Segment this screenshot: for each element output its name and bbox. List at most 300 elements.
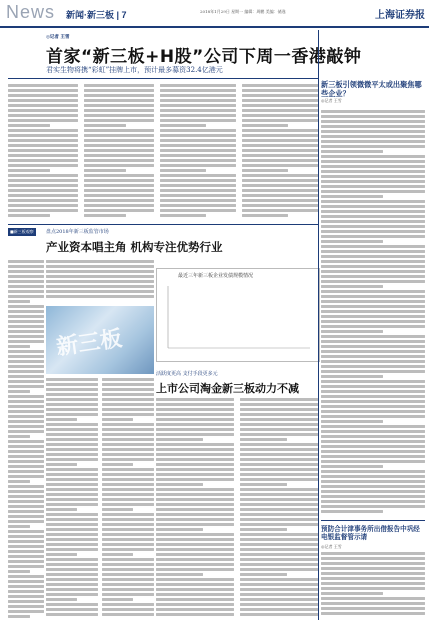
- text-line: [8, 310, 44, 313]
- text-line: [46, 463, 77, 466]
- text-line: [160, 94, 236, 97]
- text-line: [8, 84, 78, 87]
- text-line: [84, 119, 154, 122]
- text-line: [46, 378, 98, 381]
- text-line: [240, 603, 318, 606]
- text-line: [160, 189, 236, 192]
- text-line: [84, 114, 154, 117]
- text-line: [240, 483, 287, 486]
- sidebar-headline-1: 新三板引领微微平太或出聚焦哪些企业？: [321, 80, 422, 98]
- lead-kicker: ◎记者 王雪: [46, 35, 70, 40]
- text-line: [46, 578, 98, 581]
- text-line: [321, 145, 425, 148]
- text-line: [8, 545, 44, 548]
- text-line: [240, 438, 287, 441]
- lead-body-col-1: [8, 84, 78, 220]
- sidebar-kicker-2: ◎记者 王雪: [321, 544, 342, 549]
- sidebar: [321, 80, 425, 104]
- text-line: [321, 215, 425, 218]
- text-line: [84, 84, 154, 87]
- text-line: [242, 174, 318, 177]
- text-line: [321, 485, 425, 488]
- text-line: [46, 593, 98, 596]
- text-line: [8, 104, 78, 107]
- text-line: [84, 194, 154, 197]
- text-line: [102, 453, 154, 456]
- text-line: [8, 455, 44, 458]
- text-line: [46, 483, 98, 486]
- text-line: [156, 418, 234, 421]
- story2-body-col-1: [8, 260, 44, 620]
- text-line: [8, 525, 30, 528]
- text-line: [84, 104, 154, 107]
- text-line: [240, 568, 318, 571]
- text-line: [8, 285, 44, 288]
- text-line: [84, 139, 154, 142]
- text-line: [84, 159, 154, 162]
- text-line: [8, 550, 44, 553]
- text-line: [102, 443, 154, 446]
- lead-body-col-2: [84, 84, 154, 220]
- text-line: [102, 488, 154, 491]
- text-line: [84, 204, 154, 207]
- text-line: [8, 565, 44, 568]
- text-line: [321, 470, 425, 473]
- text-line: [8, 365, 44, 368]
- text-line: [8, 570, 30, 573]
- text-line: [8, 360, 44, 363]
- sidebar-kicker-1: ◎记者 王雪: [321, 98, 342, 103]
- text-line: [321, 475, 425, 478]
- story3-body-col-1: [156, 398, 234, 620]
- text-line: [240, 548, 318, 551]
- story3-body-col-2: [240, 398, 318, 620]
- text-line: [242, 159, 318, 162]
- text-line: [240, 513, 318, 516]
- text-line: [240, 398, 318, 401]
- text-line: [160, 129, 236, 132]
- text-line: [102, 608, 154, 611]
- story2-kicker: 盘点2018年新三板监管市场: [46, 229, 109, 235]
- text-line: [102, 468, 154, 471]
- text-line: [8, 615, 30, 618]
- text-line: [102, 403, 154, 406]
- text-line: [102, 483, 154, 486]
- text-line: [240, 613, 318, 616]
- text-line: [156, 433, 234, 436]
- text-line: [321, 455, 425, 458]
- text-line: [156, 473, 234, 476]
- rule: [321, 520, 425, 521]
- text-line: [8, 475, 44, 478]
- text-line: [156, 493, 234, 496]
- text-line: [321, 365, 425, 368]
- text-line: [156, 533, 234, 536]
- text-line: [46, 458, 98, 461]
- text-line: [240, 428, 318, 431]
- text-line: [156, 408, 234, 411]
- text-line: [8, 610, 44, 613]
- text-line: [156, 573, 203, 576]
- text-line: [156, 423, 234, 426]
- text-line: [321, 295, 425, 298]
- text-line: [321, 265, 425, 268]
- text-line: [8, 450, 44, 453]
- text-line: [321, 390, 425, 393]
- text-line: [321, 155, 425, 158]
- text-line: [84, 209, 154, 212]
- text-line: [84, 94, 154, 97]
- text-line: [321, 375, 383, 378]
- text-line: [321, 572, 425, 575]
- text-line: [156, 548, 234, 551]
- text-line: [156, 563, 234, 566]
- text-line: [321, 245, 425, 248]
- text-line: [240, 518, 318, 521]
- text-line: [240, 433, 318, 436]
- sidebar-headline-2: 预防合计津事务所出借报告中巩经电银监督管示请: [321, 525, 420, 541]
- text-line: [242, 114, 318, 117]
- text-line: [46, 468, 98, 471]
- text-line: [242, 124, 288, 127]
- text-line: [240, 423, 318, 426]
- story2-body-col-3: [46, 378, 98, 620]
- text-line: [84, 89, 154, 92]
- text-line: [46, 478, 98, 481]
- text-line: [156, 538, 234, 541]
- text-line: [8, 214, 50, 217]
- text-line: [156, 608, 234, 611]
- text-line: [321, 345, 425, 348]
- text-line: [160, 114, 236, 117]
- text-line: [321, 130, 425, 133]
- text-line: [46, 548, 98, 551]
- text-line: [160, 124, 206, 127]
- text-line: [160, 154, 236, 157]
- text-line: [156, 518, 234, 521]
- text-line: [242, 179, 318, 182]
- text-line: [8, 169, 50, 172]
- photo-caption: 新三板: [54, 326, 124, 361]
- text-line: [156, 453, 234, 456]
- text-line: [321, 315, 425, 318]
- text-line: [8, 480, 30, 483]
- text-line: [240, 478, 318, 481]
- text-line: [46, 508, 77, 511]
- text-line: [240, 458, 318, 461]
- text-line: [102, 463, 133, 466]
- text-line: [8, 530, 44, 533]
- text-line: [156, 483, 203, 486]
- text-line: [46, 418, 77, 421]
- text-line: [321, 170, 425, 173]
- text-line: [242, 209, 318, 212]
- text-line: [321, 602, 425, 605]
- text-line: [8, 124, 50, 127]
- text-line: [102, 423, 154, 426]
- text-line: [46, 275, 154, 278]
- text-line: [240, 408, 318, 411]
- lead-body-col-3: [160, 84, 236, 220]
- text-line: [8, 465, 44, 468]
- text-line: [46, 553, 77, 556]
- text-line: [240, 528, 287, 531]
- text-line: [242, 204, 318, 207]
- text-line: [240, 538, 318, 541]
- text-line: [8, 290, 44, 293]
- text-line: [8, 305, 44, 308]
- text-line: [321, 270, 425, 273]
- text-line: [242, 144, 318, 147]
- text-line: [240, 593, 318, 596]
- text-line: [321, 320, 425, 323]
- text-line: [321, 275, 425, 278]
- text-line: [242, 119, 318, 122]
- story2-body-col-2: [46, 260, 154, 304]
- text-line: [8, 405, 44, 408]
- text-line: [160, 179, 236, 182]
- text-line: [160, 204, 236, 207]
- story3-kicker: 活跃度更高 支付手段更多元: [156, 371, 218, 377]
- text-line: [240, 588, 318, 591]
- text-line: [8, 410, 44, 413]
- text-line: [321, 562, 425, 565]
- text-line: [46, 388, 98, 391]
- sidebar-body-2: [321, 552, 425, 620]
- text-line: [240, 493, 318, 496]
- rule: [8, 224, 318, 225]
- text-line: [240, 578, 318, 581]
- text-line: [8, 355, 44, 358]
- text-line: [102, 503, 154, 506]
- text-line: [156, 403, 234, 406]
- text-line: [46, 260, 154, 263]
- text-line: [321, 210, 425, 213]
- text-line: [46, 518, 98, 521]
- story2-tag: ■新三板观察: [10, 229, 34, 234]
- text-line: [242, 189, 318, 192]
- text-line: [8, 330, 44, 333]
- text-line: [156, 568, 234, 571]
- text-line: [321, 200, 425, 203]
- text-line: [46, 408, 98, 411]
- text-line: [8, 295, 44, 298]
- text-line: [160, 184, 236, 187]
- text-line: [8, 209, 78, 212]
- text-line: [321, 195, 383, 198]
- text-line: [8, 174, 78, 177]
- text-line: [8, 585, 44, 588]
- text-line: [46, 383, 98, 386]
- text-line: [321, 280, 425, 283]
- text-line: [321, 435, 425, 438]
- text-line: [102, 433, 154, 436]
- text-line: [321, 450, 425, 453]
- text-line: [46, 583, 98, 586]
- text-line: [156, 443, 234, 446]
- text-line: [46, 558, 98, 561]
- text-line: [46, 295, 154, 298]
- text-line: [8, 350, 44, 353]
- text-line: [46, 423, 98, 426]
- text-line: [84, 179, 154, 182]
- text-line: [321, 190, 425, 193]
- text-line: [102, 378, 154, 381]
- text-line: [8, 595, 44, 598]
- text-line: [321, 250, 425, 253]
- text-line: [8, 460, 44, 463]
- text-line: [321, 355, 425, 358]
- text-line: [102, 508, 133, 511]
- text-line: [8, 129, 78, 132]
- text-line: [46, 533, 98, 536]
- text-line: [156, 498, 234, 501]
- text-line: [156, 528, 203, 531]
- text-line: [240, 508, 318, 511]
- text-line: [102, 528, 154, 531]
- text-line: [160, 89, 236, 92]
- text-line: [102, 563, 154, 566]
- text-line: [321, 350, 425, 353]
- text-line: [8, 600, 44, 603]
- text-line: [84, 144, 154, 147]
- text-line: [160, 139, 236, 142]
- text-line: [242, 149, 318, 152]
- text-line: [321, 230, 425, 233]
- text-line: [321, 110, 425, 113]
- text-line: [160, 209, 236, 212]
- text-line: [240, 563, 318, 566]
- text-line: [102, 553, 133, 556]
- text-line: [102, 548, 154, 551]
- section-logo: News: [6, 2, 56, 22]
- chart-title: 最近三年新三板企业发债规模情况: [178, 273, 254, 279]
- text-line: [240, 443, 318, 446]
- text-line: [102, 473, 154, 476]
- text-line: [102, 603, 154, 606]
- text-line: [102, 448, 154, 451]
- text-line: [84, 189, 154, 192]
- text-line: [8, 164, 78, 167]
- text-line: [46, 513, 98, 516]
- text-line: [46, 473, 98, 476]
- text-line: [156, 558, 234, 561]
- text-line: [8, 179, 78, 182]
- text-line: [321, 582, 425, 585]
- text-line: [321, 510, 383, 513]
- text-line: [156, 458, 234, 461]
- text-line: [102, 418, 133, 421]
- text-line: [84, 184, 154, 187]
- text-line: [242, 94, 318, 97]
- text-line: [160, 164, 236, 167]
- text-line: [46, 433, 98, 436]
- text-line: [321, 445, 425, 448]
- text-line: [8, 159, 78, 162]
- text-line: [160, 149, 236, 152]
- text-line: [156, 478, 234, 481]
- rule: [8, 78, 318, 79]
- text-line: [46, 443, 98, 446]
- text-line: [102, 578, 154, 581]
- text-line: [321, 340, 425, 343]
- text-line: [8, 375, 44, 378]
- text-line: [8, 275, 44, 278]
- text-line: [8, 300, 30, 303]
- text-line: [8, 340, 44, 343]
- text-line: [321, 255, 425, 258]
- text-line: [156, 553, 234, 556]
- text-line: [84, 164, 154, 167]
- text-line: [8, 149, 78, 152]
- dateline: 2018年1月29日 星期一 编辑：周鹏 美编：储逸: [200, 9, 286, 14]
- text-line: [84, 124, 126, 127]
- text-line: [8, 280, 44, 283]
- text-line: [8, 119, 78, 122]
- text-line: [156, 413, 234, 416]
- text-line: [46, 608, 98, 611]
- text-line: [321, 420, 383, 423]
- text-line: [8, 440, 44, 443]
- text-line: [321, 325, 425, 328]
- text-line: [156, 468, 234, 471]
- text-line: [321, 125, 425, 128]
- text-line: [8, 425, 44, 428]
- text-line: [8, 590, 44, 593]
- text-line: [321, 552, 425, 555]
- text-line: [46, 613, 98, 616]
- text-line: [156, 448, 234, 451]
- text-line: [8, 265, 44, 268]
- text-line: [160, 174, 236, 177]
- text-line: [156, 428, 234, 431]
- text-line: [160, 199, 236, 202]
- text-line: [321, 415, 425, 418]
- text-line: [8, 139, 78, 142]
- text-line: [321, 300, 425, 303]
- text-line: [46, 568, 98, 571]
- text-line: [321, 612, 425, 615]
- newspaper-brand: 上海证券报: [375, 10, 425, 21]
- text-line: [321, 120, 425, 123]
- text-line: [102, 498, 154, 501]
- text-line: [242, 134, 318, 137]
- text-line: [240, 488, 318, 491]
- text-line: [242, 99, 318, 102]
- text-line: [84, 174, 154, 177]
- text-line: [321, 160, 425, 163]
- text-line: [156, 603, 234, 606]
- text-line: [8, 470, 44, 473]
- text-line: [46, 488, 98, 491]
- text-line: [240, 413, 318, 416]
- text-line: [84, 169, 126, 172]
- text-line: [46, 413, 98, 416]
- text-line: [240, 453, 318, 456]
- text-line: [156, 593, 234, 596]
- text-line: [242, 109, 318, 112]
- text-line: [8, 134, 78, 137]
- text-line: [84, 134, 154, 137]
- text-line: [8, 495, 44, 498]
- text-line: [321, 587, 425, 590]
- text-line: [240, 473, 318, 476]
- text-line: [102, 438, 154, 441]
- text-line: [8, 605, 44, 608]
- text-line: [8, 270, 44, 273]
- text-line: [321, 440, 425, 443]
- text-line: [321, 185, 425, 188]
